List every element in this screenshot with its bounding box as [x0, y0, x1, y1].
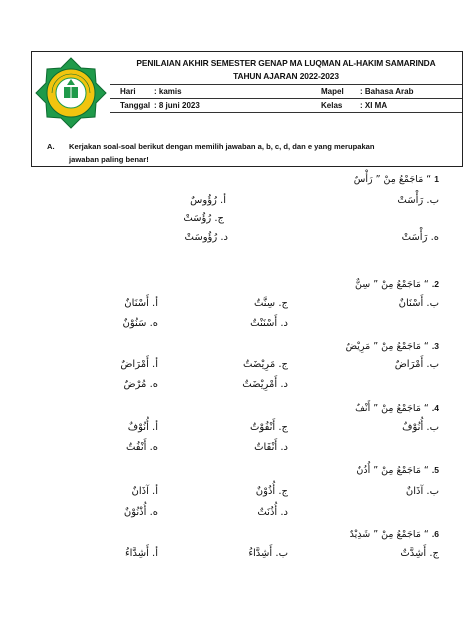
kelas-value: : XI MA [360, 101, 388, 110]
question-text: “ مَاجَمْعُ مِنْ ” رَأْسٌ [353, 174, 432, 185]
option-d[interactable]: د. أَمْرِيْضَتٌ [242, 379, 288, 390]
section-letter: A. [47, 142, 55, 151]
option-d[interactable]: د. أُذُنَتٌ [257, 507, 288, 518]
option-c[interactable]: ج. أُذُوْنٌ [255, 486, 288, 497]
option-c[interactable]: ج. مَرِيْضَتٌ [243, 359, 288, 370]
option-b[interactable]: ب. أُنُوْفٌ [402, 422, 439, 433]
question-text: “ مَاجَمْعُ مِنْ ” أَنْفٌ [355, 403, 429, 414]
option-e[interactable]: ه. أَنْفُتٌ [125, 442, 158, 453]
option-d[interactable]: د. أَنْفَاتٌ [254, 442, 288, 453]
exam-title-line1: PENILAIAN AKHIR SEMESTER GENAP MA LUQMAN AL-HAKIM SAMARINDA [136, 58, 436, 68]
info-row-1 [32, 86, 462, 98]
question-number: 6. [431, 529, 439, 539]
option-b[interactable]: ب. رَأْسَتْ [397, 195, 439, 206]
option-c[interactable]: ج. رُؤُسَتْ [183, 213, 224, 224]
option-e[interactable]: ه. رَأْسَتْ [401, 232, 439, 243]
header-divider [110, 84, 462, 85]
mapel-label: Mapel [321, 87, 344, 96]
mapel-value: : Bahasa Arab [360, 87, 414, 96]
option-c[interactable]: ج. أَنْفُوْتٌ [249, 422, 288, 433]
option-b[interactable]: ب. أَشِدَّاءُ [248, 548, 288, 559]
tanggal-value: : 8 juni 2023 [154, 101, 200, 110]
option-d[interactable]: د. أَسْنَنْتٌ [250, 318, 288, 329]
option-a[interactable]: أ. أَسْنَانٌ [124, 298, 158, 309]
question-text: “ مَاجَمْعُ مِنْ ” سِنٌّ [355, 279, 429, 290]
option-a[interactable]: أ. أَشِدَّاءُ [124, 548, 158, 559]
header-divider [110, 112, 462, 113]
option-c[interactable]: ج. أَشِدَّتٌ [400, 548, 439, 559]
question-number: 3. [431, 341, 439, 351]
question-stem [355, 278, 439, 291]
option-b[interactable]: ب. آذَانٌ [405, 486, 439, 497]
tanggal-label: Tanggal [120, 101, 151, 110]
question-stem [350, 528, 439, 541]
question-stem [355, 402, 439, 415]
option-b[interactable]: ب. أَمْرَاضٌ [394, 359, 439, 370]
hari-value: : kamis [154, 87, 182, 96]
hari-label: Hari [120, 87, 136, 96]
instructions-line1: Kerjakan soal-soal berikut dengan memilih jawaban a, b, c, d, dan e yang merupakan [69, 142, 375, 151]
option-e[interactable]: ه. مُرْضٌ [123, 379, 158, 390]
instructions [47, 140, 439, 166]
question-number: 2. [431, 279, 439, 289]
question-stem [354, 173, 439, 186]
question-number: 1 [434, 174, 439, 184]
kelas-label: Kelas [321, 101, 343, 110]
option-e[interactable]: ه. سَنُوْنٌ [122, 318, 158, 329]
exam-title [116, 57, 456, 83]
option-c[interactable]: ج. سِنَّتٌ [253, 298, 288, 309]
option-d[interactable]: د. رُؤُوسَتْ [184, 232, 228, 243]
question-stem [346, 340, 439, 353]
option-a[interactable]: أ. أُنُوْفٌ [127, 422, 158, 433]
exam-title-line2: TAHUN AJARAN 2022-2023 [233, 71, 339, 81]
question-text: “ مَاجَمْعُ مِنْ ” شَدِيْدٌ [349, 529, 429, 540]
question-text: “ مَاجَمْعُ مِنْ ” مَرِيْضٌ [345, 341, 429, 352]
option-a[interactable]: أ. أَمْرَاضٌ [120, 359, 158, 370]
instructions-line2: jawaban paling benar! [69, 155, 149, 164]
question-number: 5. [431, 465, 439, 475]
option-b[interactable]: ب. أَسْنَانٌ [398, 298, 439, 309]
option-a[interactable]: أ. رُؤُوسٌ [190, 195, 226, 206]
option-e[interactable]: ه. أُذْنُوْنٌ [123, 507, 158, 518]
question-stem [356, 464, 439, 477]
option-a[interactable]: أ. آذَانٌ [131, 486, 158, 497]
info-row-2 [32, 100, 462, 112]
question-text: “ مَاجَمْعُ مِنْ ” أُذُنٌ [356, 465, 429, 476]
header-divider [110, 98, 462, 99]
question-number: 4. [431, 403, 439, 413]
